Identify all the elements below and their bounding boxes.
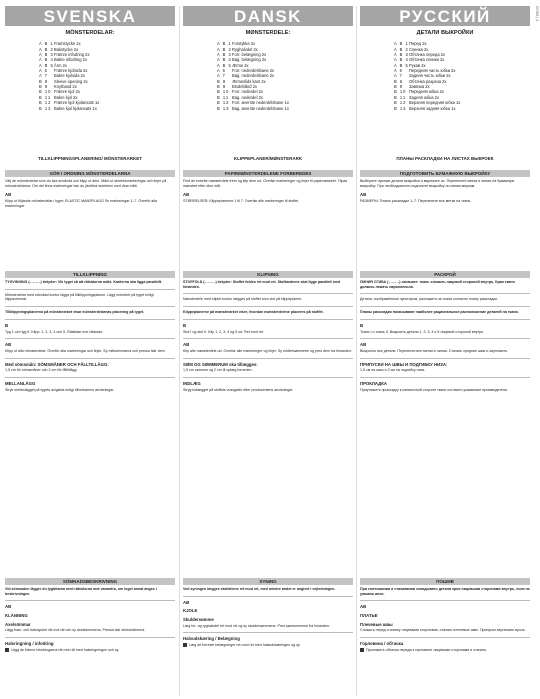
divider	[5, 377, 175, 378]
cutting-text-1: Детали, изображённые пунктиром, разложить на ткани согласно плану раскладки.	[360, 297, 498, 302]
part-name: Sleeve opening 2x	[54, 78, 88, 84]
neckline-text: Приложить обтачки переда к горловине лицевыми сторонами и стачать.	[366, 647, 487, 652]
part-name: Верхняя задняя юбка 1x	[409, 105, 456, 111]
divider	[5, 600, 175, 601]
part-name: Bag. belægning 2x	[232, 57, 267, 63]
part-name: Задняя часть юбки 2x	[409, 73, 451, 79]
part-name: Bakre kjol 2x	[54, 94, 78, 100]
cutting-text-2: Планы раскладки показывают наиболее рациональное расположение деталей на ткани.	[360, 310, 519, 315]
cutting-b-text: Stof I og stof II. Klip 1, 2, 3, 4 og 5 ud. Ret mod ret.	[183, 329, 264, 334]
sewing-step-text: Læg for- og ryghalvdel ret mod ret og sy skuldersømmene. Pres sømrummene fra hinanden.	[183, 623, 331, 628]
part-name: Bindebånd 2x	[232, 84, 258, 90]
prepare-text: Välj de mönsterdelar som du ska använda och klipp ut dem. Märk ut storleksmarkeringar och linjer på mönsterdelarna. Om det finns markeringar kan du jämföra storleken med dina mått.	[5, 179, 167, 188]
part-code: A B 1	[217, 41, 232, 47]
divider	[360, 293, 530, 294]
part-code: B 11	[394, 94, 407, 100]
part-code: B 9	[394, 84, 404, 90]
sewing-intro: Vid sömnaden lägger du tygbitarna med rätsidorna mot varandra, om inget annat anges i beskrivningen.	[5, 587, 157, 596]
step-title: Горловина / обтачка	[360, 641, 404, 647]
step-title: Halsringning / infodring	[5, 641, 54, 647]
part-name: Forr. øverste nederdelsbane 1x	[232, 100, 289, 106]
part-name: Bakre kjolsida 2x	[54, 73, 85, 79]
divider	[183, 632, 353, 633]
label-ab: AB	[183, 342, 190, 348]
part-name: Обтачка разреза 2x	[409, 78, 447, 84]
part-code: A B 3	[217, 52, 232, 58]
part-code: A 6	[217, 68, 226, 74]
label-ab: AB	[360, 604, 367, 610]
section-header-cutting: РАСКРОЙ	[360, 271, 530, 278]
part-name: Передняя часть юбки 2x	[409, 68, 456, 74]
divider	[183, 596, 353, 597]
part-code: B 11	[39, 94, 52, 100]
step-title: Axelsömmar	[5, 621, 31, 627]
part-code: B 9	[39, 84, 49, 90]
prepare-text: Find de enkelte mønsterdele frem og klip dem ud. Overfør markeringer og linjer til papirmønstret. Tilpas mønstret efter dine mål.	[183, 179, 348, 188]
interfacing-text: Stryg indlægget på stoffets vrangside efter producentens anvisninger.	[183, 387, 294, 392]
part-name: Främre infodring 2x	[54, 52, 90, 58]
part-code: A B 4	[394, 57, 409, 63]
section-header-sewing: SÖMNADSBESKRIVNING	[5, 578, 175, 585]
part-name: Ærme 2x	[232, 62, 249, 68]
divider	[360, 637, 530, 638]
section-header-cutting: KLIPNING	[183, 271, 353, 278]
prepare-ab-text: РАЗМЕРЫ: Планы раскладки 1–7. Перенесите все метки на ткань.	[360, 199, 472, 204]
divider	[360, 338, 530, 339]
part-code: A B 2	[217, 46, 232, 52]
part-name: Верхняя передняя юбка 1x	[409, 100, 461, 106]
cutting-text-1: Mönsterdelar med streckad kontur läggs på tillklippningsplanen. Lägg mönstret på tyget enligt klippschemat.	[5, 292, 154, 302]
part-code: A B 4	[39, 57, 54, 63]
divider	[360, 319, 530, 320]
section-header-prepare: PAPIRMØNSTERDELENE FORBEREDES	[183, 170, 353, 177]
label-ab: AB	[5, 604, 12, 610]
section-header-cutting: TILLKLIPPNING	[5, 271, 175, 278]
part-code: B 11	[217, 94, 230, 100]
part-name: Bakre infodring 2x	[54, 57, 87, 63]
cutting-plans-title: KLIPPEPLANER/MØNSTERARK	[233, 156, 303, 161]
part-code: B 10	[394, 89, 407, 95]
parts-list	[39, 41, 175, 110]
part-code: B 8	[217, 78, 227, 84]
step-marker-icon	[360, 648, 364, 652]
prepare-ab-text: Klipp ut följande mönsterdelar i tyget: ELASTIC MANSPLAGG Se markeringar 1–7. Överför alla markeringar.	[5, 199, 158, 208]
label-b: B	[5, 322, 9, 328]
cutting-b-text: Tyg 1 och tyg II. Klipp: 1, 2, 3, 4 och 5. Rätsidan mot rätsidan.	[5, 329, 104, 334]
divider	[183, 377, 353, 378]
fold-note: TYGVIKNING (– – – –) betyder: Vik tyget så att rätsidorna möts. Kanterna ska ligga parallellt.	[5, 280, 163, 284]
prepare-section	[183, 168, 353, 208]
part-name: Bakstycke 2x	[54, 46, 79, 52]
cutting-section	[5, 269, 175, 397]
edge-tab: G7ISS | 4	[535, 6, 539, 22]
language-header: SVENSKA	[5, 6, 175, 26]
garment-title: ПЛАТЬЕ	[360, 613, 378, 619]
part-list-item	[394, 106, 530, 111]
part-code: B 8	[39, 78, 49, 84]
cutting-ab-text: Klip alle mønsterdele ud. Overfør alle markeringer og linjer. Sy midtersømmene og pres dem fra hinanden.	[183, 349, 352, 354]
cutting-plans-title: ПЛАНЫ РАСКЛАДКИ НА ЛИСТАХ ВЫКРОЕК	[396, 156, 494, 161]
part-code: A B 2	[394, 46, 409, 52]
divider	[183, 306, 353, 307]
language-column	[183, 6, 353, 696]
part-name: Forstykke 2x	[232, 41, 256, 47]
label-b: B	[360, 322, 364, 328]
neckline-text: Læg de forreste belægninger ret mod ret med halsudskæringen og sy.	[189, 643, 301, 648]
interfacing-text: Приутюжить прокладку к изнаночной стороне ткани согласно указаниям производителя.	[360, 387, 508, 392]
parts-list	[394, 41, 530, 110]
divider	[183, 338, 353, 339]
sewing-section	[360, 576, 530, 657]
divider	[360, 600, 530, 601]
step-title: Плечевые швы	[360, 621, 393, 627]
part-name: Ryghalvdel 2x	[232, 46, 258, 52]
prepare-section	[360, 168, 530, 208]
label-ab: AB	[183, 192, 190, 198]
divider	[5, 338, 175, 339]
part-code: A B 4	[217, 57, 232, 63]
language-column	[5, 6, 175, 696]
part-name: Bag. nederdel 2x	[232, 94, 263, 100]
part-name: Рукав 2x	[409, 62, 426, 68]
cutting-b-text: Ткань I и ткань II. Выкроить детали 1, 2, 3, 4 и 5 лицевой стороной внутрь.	[360, 329, 485, 334]
part-list-item	[217, 106, 353, 111]
section-header-sewing: SYNING	[183, 578, 353, 585]
part-code: B 10	[217, 89, 230, 95]
sewing-step-text	[5, 648, 175, 653]
divider	[183, 293, 353, 294]
seam-allowance-title: ПРИПУСКИ НА ШВЫ И ПОДГИБКУ НИЗА:	[360, 361, 448, 367]
language-header: DANSK	[183, 6, 353, 26]
step-marker-icon	[5, 648, 9, 652]
fold-note: STOFFOLD (– – – –) betyder: Stoffet foldes ret mod ret. Stofkanterne skal ligge parallelt med hinanden.	[183, 280, 341, 289]
part-code: A B 1	[394, 41, 409, 47]
parts-title: ДЕТАЛИ ВЫКРОЙКИ	[416, 30, 474, 36]
section-header-prepare: GÖR I ORDNING MÖNSTERDELARNA	[5, 170, 175, 177]
section-header-prepare: ПОДГОТОВИТЬ БУМАЖНУЮ ВЫКРОЙКУ	[360, 170, 530, 177]
part-code: A B 3	[39, 52, 54, 58]
cutting-plans-title: TILLKLIPPNINGSPLANERING/ MÖNSTERARKET	[37, 156, 142, 161]
divider	[5, 637, 175, 638]
divider	[360, 358, 530, 359]
step-title: Halsudskæring / Belægning	[183, 636, 240, 642]
divider	[183, 358, 353, 359]
prepare-ab-text: STØRRELSER: Klippeplanerne 1 til 7. Overfør alle markeringer til stoffet.	[183, 199, 300, 204]
cutting-text-1: Mønsterdele med stiplet kontur lægges på stoffet som vist på klippeplanen.	[183, 297, 303, 302]
sewing-section	[5, 576, 175, 657]
section-header-sewing: ПОШИВ	[360, 578, 530, 585]
sewing-intro: Ved syningen lægges stofdelene ret mod ret, med mindre andet er angivet i vejledningen.	[183, 587, 336, 591]
part-code: B 12	[39, 100, 52, 106]
divider	[5, 319, 175, 320]
step-title: Skuldersømme	[183, 617, 214, 623]
part-name: Ärm 2x	[54, 62, 67, 68]
cutting-text-2: Tillklippningsplanerna på mönsterarket visar mönsterdelarnas placering på tyget.	[5, 310, 145, 315]
part-name: Bag. nederdelsbane 2x	[232, 73, 275, 79]
part-code: A B 5	[217, 62, 232, 68]
part-name: Завязка 2x	[409, 84, 430, 90]
sewing-intro: При сметывании и стачивании складывать детали кроя лицевыми сторонами внутрь, если не указано иное.	[360, 587, 530, 596]
parts-title: MØNSTERDELE:	[245, 30, 291, 36]
part-name: Спинка 2x	[409, 46, 429, 52]
part-name: Bakre kjol kjolansats 1x	[54, 105, 97, 111]
part-code: A B 1	[39, 41, 54, 47]
cutting-section	[183, 269, 353, 397]
divider	[5, 306, 175, 307]
part-code: B 13	[217, 105, 230, 111]
part-code: B 13	[394, 105, 407, 111]
fold-note: ЛИНИЯ СГИБА (– – – –) означает: ткань сложить лицевой стороной внутрь. Края ткани должны лежать параллельно.	[360, 280, 515, 289]
sewing-step-text: Сложить перед и спинку лицевыми сторонами, стачать плечевые швы. Припуски заутюжить врозь.	[360, 628, 526, 633]
part-code: A 7	[394, 73, 403, 79]
garment-title: KLÄNNING	[5, 613, 28, 619]
part-name: Ærmeslids kant 2x	[232, 78, 266, 84]
neckline-text: Lägg de främre infodringarna rät mot rät med halsringningen och sy.	[11, 647, 120, 652]
part-code: A B 5	[394, 62, 409, 68]
part-name: Bag. øverste nederdelsbane 1x	[232, 105, 289, 111]
part-name: Främre kjol kjolansats 1x	[54, 100, 100, 106]
part-code: B 12	[217, 100, 230, 106]
seam-allowance-text: 1,5 cm sømrum og 2 cm til oplæg forneden.	[183, 368, 253, 373]
sewing-step-text	[360, 648, 530, 653]
language-column	[360, 6, 530, 696]
label-b: B	[183, 322, 187, 328]
part-name: Knytband 2x	[54, 84, 77, 90]
step-marker-icon	[183, 643, 187, 647]
garment-title: KJOLE	[183, 608, 198, 614]
part-name: Forr. nederdel 2x	[232, 89, 263, 95]
language-header: РУССКИЙ	[360, 6, 530, 26]
part-code: A B 5	[39, 62, 54, 68]
part-code: A 6	[39, 68, 48, 74]
part-code: A 7	[217, 73, 226, 79]
label-ab: AB	[5, 192, 12, 198]
part-code: A B 2	[39, 46, 54, 52]
seam-allowance-title: SØM OG SØMMERUM ska tillægges:	[183, 361, 258, 367]
interfacing-text: Stryk mellanlägget på tygets avigsida enligt tillverkarens anvisningar.	[5, 387, 115, 392]
part-code: B 10	[39, 89, 52, 95]
part-code: A 6	[394, 68, 403, 74]
seam-allowance-text: 1,5 см на швы и 2 см на подгибку низа.	[360, 368, 426, 373]
part-code: B 13	[39, 105, 52, 111]
part-name: Перед 2x	[409, 41, 427, 47]
label-ab: AB	[360, 342, 367, 348]
part-name: Обтачка спинки 2x	[409, 57, 445, 63]
divider	[5, 289, 175, 290]
divider	[360, 306, 530, 307]
label-ab: AB	[183, 599, 190, 605]
part-name: Forr. belægning 2x	[232, 52, 267, 58]
cutting-ab-text: Klipp ut alla mönsterdelar. Överför alla markeringar och linjer. Sy mittsömmarna och pressa isär dem.	[5, 349, 166, 354]
interfacing-title: INDLÆG	[183, 381, 201, 387]
parts-title: MÖNSTERDELAR:	[65, 30, 115, 36]
part-code: B 12	[394, 100, 407, 106]
prepare-text: Выберите нужные детали выкройки и вырежьте их. Перенесите метки и линии на бумажную выкройку. При необходимости подгоните выкройку по своим меркам.	[360, 179, 515, 188]
part-list-item	[39, 106, 175, 111]
interfacing-title: MELLANLÄGG	[5, 381, 36, 387]
label-ab: AB	[5, 342, 12, 348]
sewing-step-text: Lägg fram- och bakstycket rät mot rät och sy axelsömmarna. Pressa isär sömsmånerna.	[5, 628, 146, 633]
seam-allowance-title: Med sömsmån: SÖMSMÅNER OCH FÅLLTILLÄGG:	[5, 361, 109, 367]
prepare-section	[5, 168, 175, 213]
label-ab: AB	[360, 192, 367, 198]
part-code: A 7	[39, 73, 48, 79]
part-name: Främre kjolsida 2x	[54, 68, 88, 74]
seam-allowance-text: 1,5 cm för sömsmåner och 2 cm för fålltillägg.	[5, 368, 78, 373]
part-name: Передняя юбка 2x	[409, 89, 444, 95]
cutting-section	[360, 269, 530, 397]
part-name: Främre kjol 2x	[54, 89, 80, 95]
part-name: Задняя юбка 2x	[409, 94, 440, 100]
divider	[183, 319, 353, 320]
part-code: B 9	[217, 84, 227, 90]
cutting-text-2: Klippeplanerne på mønsterarket viser, hvordan mønsterdelene placeres på stoffet.	[183, 310, 324, 315]
interfacing-title: ПРОКЛАДКА	[360, 381, 387, 387]
part-name: Обтачка переда 2x	[409, 52, 446, 58]
divider	[360, 377, 530, 378]
part-code: B 8	[394, 78, 404, 84]
sewing-step-text	[183, 643, 353, 648]
cutting-ab-text: Выкроить все детали. Перенести все метки и линии. Стачать средние швы и заутюжить.	[360, 349, 509, 354]
sewing-section	[183, 576, 353, 652]
part-name: Framstycke 2x	[54, 41, 81, 47]
divider	[5, 358, 175, 359]
part-name: Forr. nederdelsbane 2x	[232, 68, 275, 74]
parts-list	[217, 41, 353, 110]
part-code: A B 3	[394, 52, 409, 58]
